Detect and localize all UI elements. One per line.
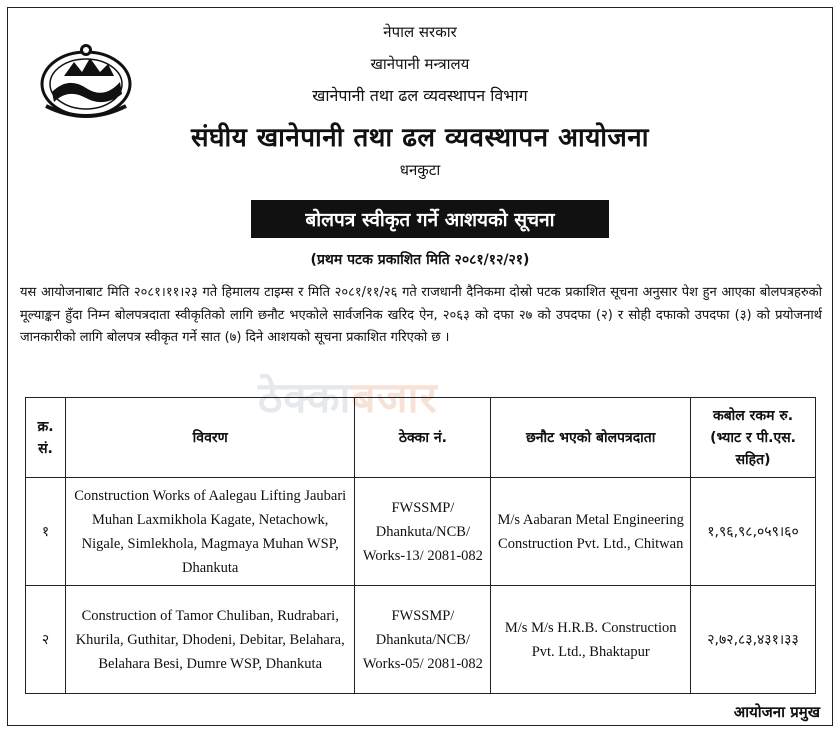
- row-amount: १,९६,९८,०५९।६०: [691, 478, 816, 586]
- nepal-government-emblem-icon: [38, 36, 134, 120]
- row-contract-no: FWSSMP/ Dhankuta/NCB/ Works-05/ 2081-082: [355, 586, 491, 694]
- row-sn: १: [26, 478, 66, 586]
- location: धनकुटा: [399, 161, 441, 179]
- row-description: Construction Works of Aalegau Lifting Jaubari Muhan Laxmikhola Kagate, Netachowk, Nigale, Simlekhola, Magmaya Muhan WSP, Dhankuta: [65, 478, 354, 586]
- table-row: [26, 586, 816, 694]
- department-name: खानेपानी तथा ढल व्यवस्थापन विभाग: [312, 86, 528, 105]
- watermark-part2: बजार: [351, 373, 438, 422]
- row-bidder: M/s Aabaran Metal Engineering Construction Pvt. Ltd., Chitwan: [491, 478, 691, 586]
- row-bidder: M/s M/s H.R.B. Construction Pvt. Ltd., Bhaktapur: [491, 586, 691, 694]
- first-published-date: (प्रथम पटक प्रकाशित मिति २०८१/१२/२१): [310, 252, 530, 268]
- signature-project-chief: आयोजना प्रमुख: [733, 703, 820, 721]
- notice-body: यस आयोजनाबाट मिति २०८१।११।२३ गते हिमालय टाइम्स र मिति २०८१/११/२६ गते राजधानी दैनिकमा दोस्रो पटक प्रकाशित सूचना अनुसार पेश हुन आएका बोलपत्रहरुको मूल्याङ्कन हुँदा निम्न बोलपत्रदाता स्वीकृतिको लागि छनौट भएकोले सार्वजनिक खरिद ऐन, २०६३ को दफा २७ को उपदफा (२) र सोही दफाको उपदफा (३) को प्रयोजनार्थ जानकारीको लागि बोलपत्र स्वीकृत गर्ने सात (७) दिने आशयको सूचना प्रकाशित गरिएको छ ।: [20, 285, 822, 345]
- row-description: Construction of Tamor Chuliban, Rudrabari, Khurila, Guthitar, Dhodeni, Debitar, Belahara, Belahara Besi, Dumre WSP, Dhankuta: [65, 586, 354, 694]
- watermark-part1: ठेक्का: [258, 373, 352, 422]
- row-sn: २: [26, 586, 66, 694]
- project-name: संघीय खानेपानी तथा ढल व्यवस्थापन आयोजना: [191, 123, 649, 153]
- notice-page: [7, 7, 833, 726]
- table-header-row: [26, 398, 816, 478]
- row-amount: २,७२,८३,४३१।३३: [691, 586, 816, 694]
- government-name: नेपाल सरकार: [383, 23, 457, 41]
- row-contract-no: FWSSMP/ Dhankuta/NCB/ Works-13/ 2081-082: [355, 478, 491, 586]
- bid-table: [25, 397, 816, 694]
- header-description: विवरण: [65, 398, 354, 478]
- header-sn: क्र. सं.: [26, 398, 66, 478]
- notice-title: बोलपत्र स्वीकृत गर्ने आशयको सूचना: [251, 200, 609, 238]
- table-row: [26, 478, 816, 586]
- ministry-name: खानेपानी मन्त्रालय: [370, 55, 470, 73]
- header-amount: कबोल रकम रु. (भ्याट र पी.एस. सहित): [691, 398, 816, 478]
- header-bidder: छनौट भएको बोलपत्रदाता: [491, 398, 691, 478]
- header-contract-no: ठेक्का नं.: [355, 398, 491, 478]
